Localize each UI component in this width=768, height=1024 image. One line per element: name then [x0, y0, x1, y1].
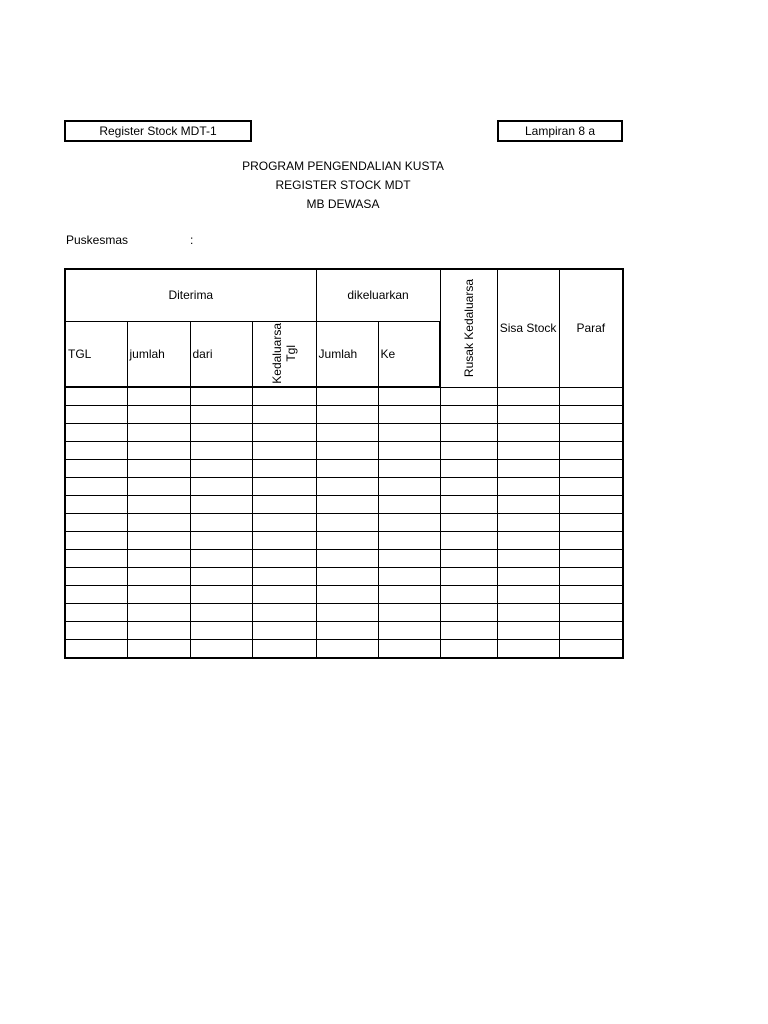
table-cell — [190, 424, 252, 442]
table-cell — [316, 406, 378, 424]
table-cell — [497, 478, 559, 496]
table-cell — [316, 424, 378, 442]
table-cell — [252, 460, 316, 478]
table-cell — [440, 622, 497, 640]
table-cell — [252, 640, 316, 659]
table-row — [65, 478, 623, 496]
table-cell — [559, 640, 623, 659]
table-cell — [440, 532, 497, 550]
table-cell — [127, 622, 190, 640]
table-cell — [252, 496, 316, 514]
table-cell — [65, 406, 127, 424]
table-cell — [440, 640, 497, 659]
header-tgl-kedaluarsa — [252, 321, 316, 387]
register-title: REGISTER STOCK MDT — [275, 178, 411, 192]
table-cell — [190, 568, 252, 586]
table-row — [65, 406, 623, 424]
table-cell — [65, 478, 127, 496]
table-cell — [497, 460, 559, 478]
table-row — [65, 568, 623, 586]
rusak-kedaluarsa-label: Rusak Kedaluarsa — [461, 279, 476, 378]
table-cell — [440, 478, 497, 496]
mb-dewasa-title: MB DEWASA — [306, 197, 380, 211]
table-cell — [252, 387, 316, 406]
table-cell — [497, 514, 559, 532]
table-row — [65, 640, 623, 659]
table-cell — [559, 568, 623, 586]
table-cell — [440, 550, 497, 568]
table-cell — [378, 387, 440, 406]
table-row — [65, 622, 623, 640]
table-cell — [378, 478, 440, 496]
table-cell — [65, 424, 127, 442]
table-cell — [559, 532, 623, 550]
table-cell — [252, 406, 316, 424]
table-cell — [497, 387, 559, 406]
table-cell — [127, 460, 190, 478]
table-cell — [497, 622, 559, 640]
table-cell — [440, 442, 497, 460]
table-row — [65, 442, 623, 460]
table-cell — [559, 604, 623, 622]
table-cell — [440, 387, 497, 406]
table-cell — [127, 496, 190, 514]
table-cell — [497, 442, 559, 460]
table-cell — [316, 496, 378, 514]
table-cell — [65, 568, 127, 586]
table-cell — [252, 514, 316, 532]
table-cell — [65, 586, 127, 604]
table-cell — [316, 387, 378, 406]
table-cell — [127, 532, 190, 550]
header-sisa-stock: Sisa Stock — [497, 269, 559, 387]
table-cell — [440, 460, 497, 478]
table-cell — [378, 442, 440, 460]
register-stock-label-box — [64, 120, 252, 142]
table-cell — [559, 460, 623, 478]
table-cell — [65, 640, 127, 659]
table-cell — [252, 532, 316, 550]
table-cell — [559, 514, 623, 532]
table-row — [65, 514, 623, 532]
table-row — [65, 586, 623, 604]
table-cell — [316, 622, 378, 640]
lampiran-label-box — [497, 120, 623, 142]
table-cell — [559, 424, 623, 442]
header-jumlah-issued: Jumlah — [316, 321, 378, 387]
table-cell — [497, 604, 559, 622]
tgl-kedaluarsa-line1: Tgl — [284, 345, 299, 363]
table-row — [65, 550, 623, 568]
table-cell — [497, 424, 559, 442]
table-cell — [190, 550, 252, 568]
table-cell — [127, 406, 190, 424]
table-cell — [378, 460, 440, 478]
table-cell — [378, 568, 440, 586]
table-cell — [497, 496, 559, 514]
table-cell — [316, 640, 378, 659]
register-stock-label: Register Stock MDT-1 — [99, 124, 217, 138]
table-cell — [190, 640, 252, 659]
table-cell — [559, 442, 623, 460]
table-cell — [559, 387, 623, 406]
table-cell — [378, 550, 440, 568]
table-cell — [252, 586, 316, 604]
table-cell — [440, 424, 497, 442]
table-cell — [497, 586, 559, 604]
header-paraf: Paraf — [559, 269, 623, 387]
table-cell — [316, 568, 378, 586]
table-cell — [378, 424, 440, 442]
table-cell — [316, 586, 378, 604]
table-cell — [127, 604, 190, 622]
table-cell — [127, 478, 190, 496]
table-cell — [252, 622, 316, 640]
table-cell — [252, 568, 316, 586]
table-cell — [559, 496, 623, 514]
table-cell — [316, 460, 378, 478]
table-row — [65, 532, 623, 550]
table-body — [65, 387, 623, 658]
table-cell — [497, 640, 559, 659]
table-row — [65, 387, 623, 406]
table-cell — [440, 514, 497, 532]
table-cell — [190, 460, 252, 478]
table-cell — [316, 478, 378, 496]
table-cell — [316, 514, 378, 532]
table-cell — [65, 532, 127, 550]
table-cell — [440, 568, 497, 586]
table-cell — [190, 387, 252, 406]
table-cell — [316, 442, 378, 460]
table-cell — [190, 514, 252, 532]
table-cell — [559, 622, 623, 640]
table-cell — [378, 640, 440, 659]
puskesmas-label: Puskesmas — [66, 233, 129, 247]
table-cell — [190, 604, 252, 622]
lampiran-label: Lampiran 8 a — [524, 124, 596, 138]
table-cell — [378, 586, 440, 604]
table-cell — [559, 478, 623, 496]
stock-register-table — [64, 268, 624, 659]
header-dari: dari — [190, 321, 252, 387]
table-cell — [378, 622, 440, 640]
table-cell — [440, 604, 497, 622]
table-cell — [127, 514, 190, 532]
table-row — [65, 424, 623, 442]
table-row — [65, 604, 623, 622]
table-cell — [252, 550, 316, 568]
table-cell — [127, 586, 190, 604]
table-cell — [190, 586, 252, 604]
table-cell — [559, 550, 623, 568]
table-cell — [316, 604, 378, 622]
table-row — [65, 460, 623, 478]
table-cell — [252, 442, 316, 460]
header-ke: Ke — [378, 321, 440, 387]
table-cell — [127, 640, 190, 659]
header-jumlah-received: jumlah — [127, 321, 190, 387]
table-row — [65, 496, 623, 514]
table-cell — [190, 496, 252, 514]
table-cell — [65, 460, 127, 478]
table-cell — [440, 496, 497, 514]
table-cell — [440, 406, 497, 424]
table-cell — [65, 604, 127, 622]
table-cell — [190, 478, 252, 496]
table-cell — [190, 406, 252, 424]
table-cell — [559, 586, 623, 604]
table-cell — [378, 406, 440, 424]
table-cell — [127, 568, 190, 586]
table-cell — [127, 387, 190, 406]
tgl-kedaluarsa-line2: Kedaluarsa — [270, 323, 285, 385]
table-cell — [190, 532, 252, 550]
table-cell — [316, 532, 378, 550]
header-tgl: TGL — [65, 321, 127, 387]
table-cell — [378, 604, 440, 622]
table-cell — [440, 586, 497, 604]
table-cell — [559, 406, 623, 424]
table-cell — [378, 514, 440, 532]
table-cell — [65, 550, 127, 568]
table-cell — [127, 550, 190, 568]
table-cell — [65, 496, 127, 514]
program-title: PROGRAM PENGENDALIAN KUSTA — [242, 159, 444, 173]
header-rusak-kedaluarsa — [440, 269, 497, 387]
table-cell — [190, 622, 252, 640]
table-cell — [252, 478, 316, 496]
table-cell — [127, 424, 190, 442]
table-cell — [65, 514, 127, 532]
table-cell — [497, 532, 559, 550]
table-cell — [497, 406, 559, 424]
table-cell — [316, 550, 378, 568]
table-cell — [497, 568, 559, 586]
table-cell — [190, 442, 252, 460]
table-cell — [65, 387, 127, 406]
table-cell — [65, 442, 127, 460]
puskesmas-colon: : — [190, 233, 194, 247]
table-cell — [252, 424, 316, 442]
header-diterima: Diterima — [65, 269, 316, 321]
table-cell — [378, 496, 440, 514]
table-cell — [497, 550, 559, 568]
table-cell — [252, 604, 316, 622]
table-cell — [378, 532, 440, 550]
table-cell — [127, 442, 190, 460]
header-dikeluarkan: dikeluarkan — [316, 269, 440, 321]
table-cell — [65, 622, 127, 640]
